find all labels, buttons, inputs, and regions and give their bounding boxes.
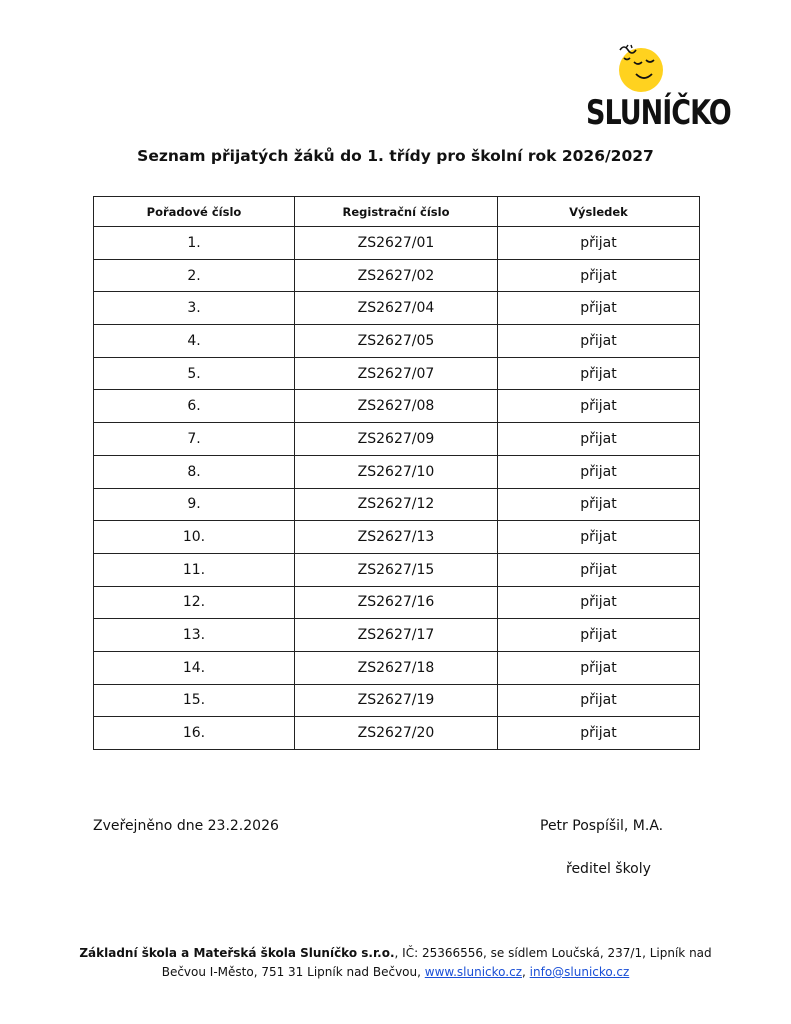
order-cell: 13. bbox=[94, 619, 295, 652]
footer-details-1: , IČ: 25366556, se sídlem Loučská, 237/1, Lipník nad bbox=[394, 946, 712, 960]
table-row bbox=[94, 455, 700, 488]
order-cell: 9. bbox=[94, 488, 295, 521]
registration-cell: ZS2627/15 bbox=[295, 553, 498, 586]
result-cell: přijat bbox=[498, 553, 700, 586]
result-cell: přijat bbox=[498, 651, 700, 684]
table-row bbox=[94, 553, 700, 586]
table-row bbox=[94, 684, 700, 717]
signer-role: ředitel školy bbox=[566, 861, 651, 877]
registration-cell: ZS2627/05 bbox=[295, 325, 498, 358]
registration-cell: ZS2627/17 bbox=[295, 619, 498, 652]
order-cell: 14. bbox=[94, 651, 295, 684]
order-cell: 12. bbox=[94, 586, 295, 619]
order-cell: 1. bbox=[94, 227, 295, 260]
registration-cell: ZS2627/02 bbox=[295, 259, 498, 292]
order-cell: 11. bbox=[94, 553, 295, 586]
result-cell: přijat bbox=[498, 357, 700, 390]
table-row bbox=[94, 357, 700, 390]
order-cell: 5. bbox=[94, 357, 295, 390]
order-cell: 8. bbox=[94, 455, 295, 488]
registration-cell: ZS2627/19 bbox=[295, 684, 498, 717]
order-cell: 4. bbox=[94, 325, 295, 358]
footer-details-2: Bečvou I-Město, 751 31 Lipník nad Bečvou, bbox=[161, 965, 425, 979]
order-cell: 2. bbox=[94, 259, 295, 292]
table-row bbox=[94, 292, 700, 325]
footer-separator: , bbox=[522, 965, 530, 979]
table-row bbox=[94, 259, 700, 292]
order-cell: 15. bbox=[94, 684, 295, 717]
published-date: Zveřejněno dne 23.2.2026 bbox=[93, 818, 279, 834]
order-cell: 6. bbox=[94, 390, 295, 423]
footer-school-name: Základní škola a Mateřská škola Sluníčko s.r.o. bbox=[79, 946, 395, 960]
table-row bbox=[94, 227, 700, 260]
table-row bbox=[94, 586, 700, 619]
table-row bbox=[94, 423, 700, 456]
table-row bbox=[94, 651, 700, 684]
email-link[interactable]: info@slunicko.cz bbox=[529, 965, 630, 979]
document-title: Seznam přijatých žáků do 1. třídy pro školní rok 2026/2027 bbox=[137, 147, 654, 165]
column-header-result: Výsledek bbox=[498, 197, 700, 227]
result-cell: přijat bbox=[498, 488, 700, 521]
registration-cell: ZS2627/08 bbox=[295, 390, 498, 423]
website-link[interactable]: www.slunicko.cz bbox=[424, 965, 523, 979]
order-cell: 3. bbox=[94, 292, 295, 325]
table-row bbox=[94, 717, 700, 750]
table-row bbox=[94, 390, 700, 423]
result-cell: přijat bbox=[498, 586, 700, 619]
registration-cell: ZS2627/13 bbox=[295, 521, 498, 554]
table-row bbox=[94, 325, 700, 358]
table-header-row bbox=[94, 197, 700, 227]
result-cell: přijat bbox=[498, 325, 700, 358]
result-cell: přijat bbox=[498, 521, 700, 554]
table-row bbox=[94, 619, 700, 652]
registration-cell: ZS2627/04 bbox=[295, 292, 498, 325]
result-cell: přijat bbox=[498, 455, 700, 488]
registration-cell: ZS2627/09 bbox=[295, 423, 498, 456]
column-header-order: Pořadové číslo bbox=[94, 197, 295, 227]
order-cell: 16. bbox=[94, 717, 295, 750]
result-cell: přijat bbox=[498, 292, 700, 325]
registration-cell: ZS2627/12 bbox=[295, 488, 498, 521]
result-cell: přijat bbox=[498, 717, 700, 750]
registration-cell: ZS2627/16 bbox=[295, 586, 498, 619]
footer bbox=[60, 944, 731, 982]
table-row bbox=[94, 521, 700, 554]
result-cell: přijat bbox=[498, 259, 700, 292]
result-cell: přijat bbox=[498, 684, 700, 717]
admitted-pupils-table bbox=[93, 196, 700, 750]
result-cell: přijat bbox=[498, 227, 700, 260]
registration-cell: ZS2627/10 bbox=[295, 455, 498, 488]
signer-name: Petr Pospíšil, M.A. bbox=[540, 818, 664, 834]
registration-cell: ZS2627/20 bbox=[295, 717, 498, 750]
order-cell: 10. bbox=[94, 521, 295, 554]
result-cell: přijat bbox=[498, 423, 700, 456]
result-cell: přijat bbox=[498, 619, 700, 652]
table-row bbox=[94, 488, 700, 521]
logo-wordmark: SLUNÍČKO bbox=[586, 94, 731, 133]
registration-cell: ZS2627/18 bbox=[295, 651, 498, 684]
order-cell: 7. bbox=[94, 423, 295, 456]
column-header-registration: Registrační číslo bbox=[295, 197, 498, 227]
school-logo bbox=[578, 44, 731, 136]
result-cell: přijat bbox=[498, 390, 700, 423]
registration-cell: ZS2627/01 bbox=[295, 227, 498, 260]
registration-cell: ZS2627/07 bbox=[295, 357, 498, 390]
